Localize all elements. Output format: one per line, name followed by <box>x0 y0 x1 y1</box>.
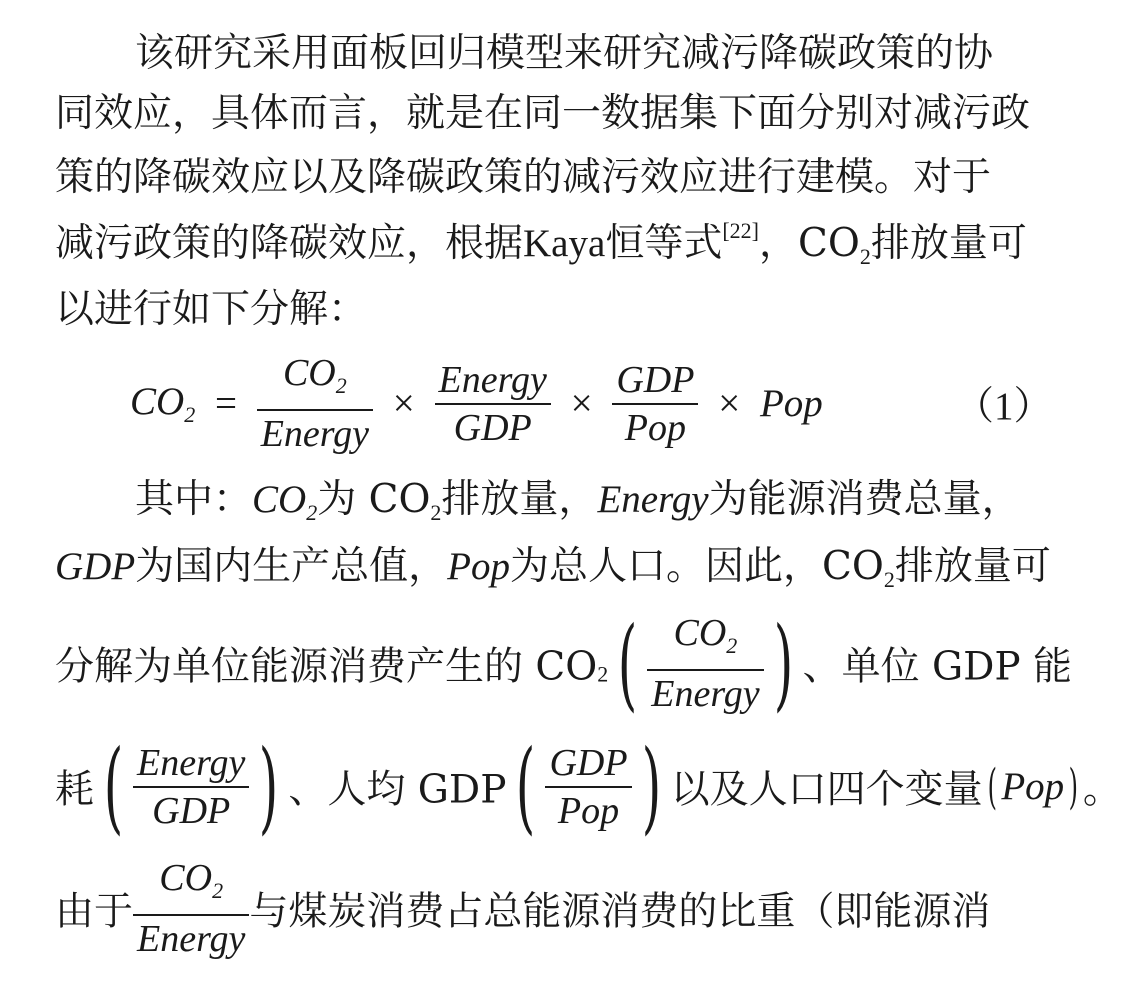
kaya-term: Kaya <box>523 222 606 265</box>
eq-fraction-1: $\frac{CO_2}{\text{Energy}}$ <box>257 350 373 457</box>
text-span: 以进行如下分解： <box>55 287 368 332</box>
text-line-4 <box>55 212 1027 270</box>
text-line-2 <box>55 82 1030 138</box>
eq-pop: Pop <box>759 382 823 425</box>
text-span: 排放量可 <box>870 221 1027 266</box>
energy-per-gdp-fraction: $\frac{\text{Energy}}{\text{GDP}}$ <box>133 740 249 834</box>
text-line-10: 由于 $\frac{CO_2}{\text{Energy}}$ 与煤炭消费占总能源消费的比重（即能源消 <box>55 857 991 960</box>
eq-fraction-3: $\frac{\text{GDP}}{\text{Pop}}$ <box>612 357 698 451</box>
eq-lhs: $CO_2$ <box>130 380 196 427</box>
text-line-6: 其中：$CO_2$为 $CO_2$排放量，Energy为能源消费总量， <box>135 477 1021 525</box>
text-span: 同效应，具体而言，就是在同一数据集下面分别对减污政 <box>55 91 1031 136</box>
text-span: 策的降碳效应以及降碳政策的减污效应进行建模。对于 <box>55 155 992 200</box>
equals-sign: = <box>214 382 237 425</box>
text-line-8: 分解为单位能源消费产生的 $CO_2$( $\frac{CO_2}{\text{Energy}}$ ) 、单位 GDP 能 <box>55 605 1073 722</box>
equation-1 <box>130 350 823 457</box>
text-line-7: GDP为国内生产总值，Pop为总人口。因此，$CO_2$排放量可 <box>55 544 1051 592</box>
times-sign: × <box>718 382 741 425</box>
equation-number: （1） <box>955 385 1053 428</box>
text-span: ，CO <box>758 221 860 266</box>
gdp-per-pop-fraction: $\frac{\text{GDP}}{\text{Pop}}$ <box>545 740 631 834</box>
text-span: 恒等式 <box>605 221 723 266</box>
text-line-1 <box>135 22 993 78</box>
citation-ref[interactable]: [22] <box>722 218 759 243</box>
subscript: 2 <box>859 244 871 269</box>
co2-per-energy-fraction: $\frac{CO_2}{\text{Energy}}$ <box>647 610 763 717</box>
eq-fraction-2: $\frac{\text{Energy}}{\text{GDP}}$ <box>435 357 551 451</box>
text-line-9: 耗( $\frac{\text{Energy}}{\text{GDP}}$ ) 、人均 GDP( $\frac{\text{GDP}}{\text{Pop}}$ ) 以及人口四个变量( Pop) 。 <box>55 728 1122 845</box>
text-line-3 <box>55 146 991 202</box>
co2-per-energy-fraction-2: $\frac{CO_2}{\text{Energy}}$ <box>133 855 249 962</box>
text-span: 该研究采用面板回归模型来研究减污降碳政策的协 <box>135 31 994 76</box>
text-span: 减污政策的降碳效应，根据 <box>55 221 524 266</box>
times-sign: × <box>392 382 415 425</box>
text-line-5 <box>55 278 367 334</box>
times-sign: × <box>570 382 593 425</box>
